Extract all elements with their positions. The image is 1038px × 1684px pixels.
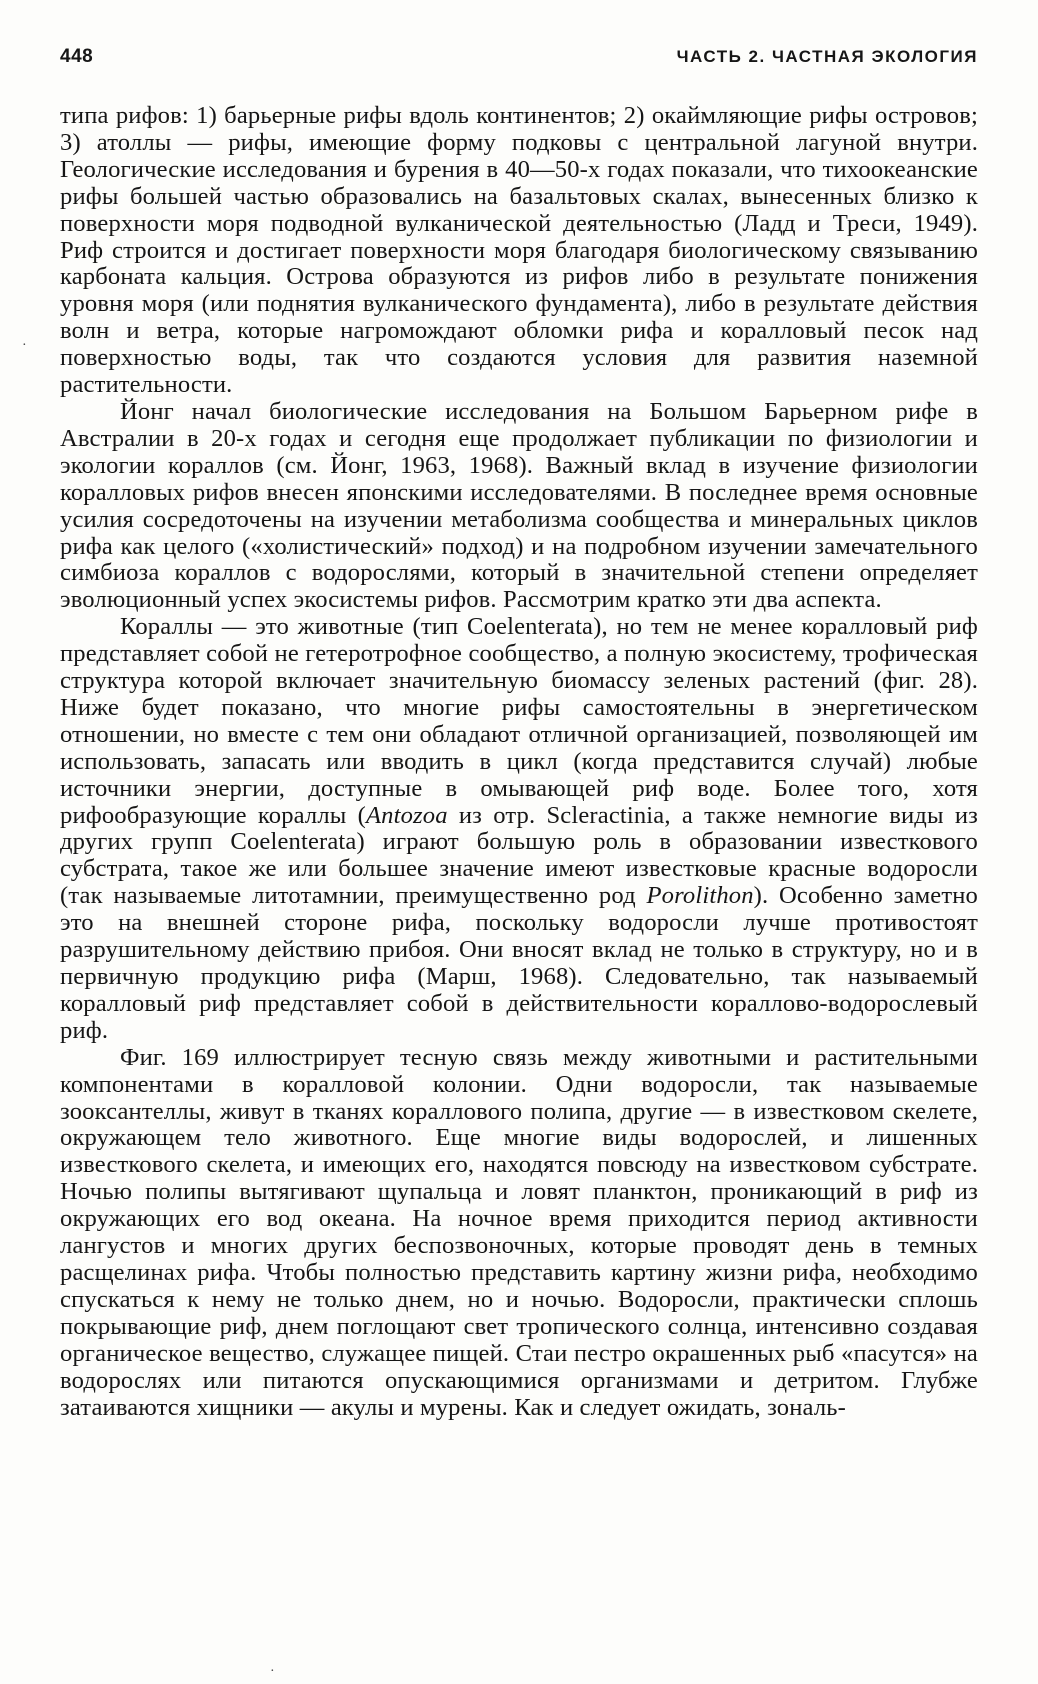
scan-speck: · [22,338,27,353]
paragraph-3-text-a: Кораллы — это животные (тип Coelenterata), но тем не менее коралловый риф представляет собой не гетеротрофное сообщество, а полную экосистему, трофическая структура которой включает значительную биомассу зеленых растений (фиг. 28). Ниже будет показано, что многие рифы самостоятельны в энергетическом отношении, но вместе с тем они обладают отличной организацией, позволяющей им использовать, запасать или вводить в цикл (когда представится случай) любые источники энергии, доступные в омывающей риф воде. Более того, хотя рифообразующие кораллы ( [60,613,978,829]
page-number: 448 [60,46,94,67]
running-head: ЧАСТЬ 2. ЧАСТНАЯ ЭКОЛОГИЯ [676,47,978,66]
paragraph-3-text-c: ). Особенно заметно это на внешней стороне рифа, поскольку водоросли лучше противостоят разрушительному действию прибоя. Они вносят вклад не только в структуру, но и в первичную продукцию рифа (Марш, 1968). Следовательно, так называемый коралловый риф представляет собой в действительности кораллово-водорослевый риф. [60,882,979,1044]
scan-speck: · [270,1664,275,1679]
paragraph-3 [60,614,978,1045]
paragraph-3-text-b: из отр. Scleractinia, а также немногие виды из других групп Coelenterata) играют большую роль в образовании известкового субстрата, такое же или большее значение имеют известковые красные водоросли (так называемые литотамнии, преимущественно род [60,801,978,910]
body-text [60,103,978,1421]
page-header [60,46,978,76]
taxon-porolithon: Porolithon [646,882,754,910]
paragraph-4: Фиг. 169 иллюстрирует тесную связь между животными и растительными компонентами в коралловой колонии. Одни водоросли, так называемые зооксантеллы, живут в тканях кораллового полипа, другие — в известковом скелете, окружающем тело животного. Еще многие виды водорослей, и лишенных известкового скелета, и имеющих его, находятся повсюду на известковом субстрате. Ночью полипы вытягивают щупальца и ловят планктон, проникающий в риф из окружающих его вод океана. На ночное время приходится период активности лангустов и многих других беспозвоночных, которые проводят день в темных расщелинах рифа. Чтобы полностью представить картину жизни рифа, необходимо спускаться к нему не только днем, но и ночью. Водоросли, практически сплошь покрывающие риф, днем поглощают свет тропического солнца, интенсивно создавая органическое вещество, служащее пищей. Стаи пестро окрашенных рыб «пасутся» на водорослях или питаются опускающимися организмами и детритом. Глубже затаиваются хищники — акулы и мурены. Как и следует ожидать, зональ- [60,1043,978,1421]
paragraph-2: Йонг начал биологические исследования на Большом Барьерном рифе в Австралии в 20-х годах и сегодня еще продолжает публикации по физиологии и экологии кораллов (см. Йонг, 1963, 1968). Важный вклад в изучение физиологии коралловых рифов внесен японскими исследователями. В последнее время основные усилия сосредоточены на изучении метаболизма сообщества и минеральных циклов рифа как целого («холистический» подход) и на подробном изучении замечательного симбиоза кораллов с водорослями, который в значительной степени определяет эволюционный успех экосистемы рифов. Рассмотрим кратко эти два аспекта. [60,397,978,614]
paragraph-1: типа рифов: 1) барьерные рифы вдоль континентов; 2) окаймляющие рифы островов; 3) атоллы — рифы, имеющие форму подковы с центральной лагуной внутри. Геологические исследования и бурения в 40—50-х годах показали, что тихоокеанские рифы большей частью образовались на базальтовых скалах, вынесенных близко к поверхности моря подводной вулканической деятельностью (Ладд и Треси, 1949). Риф строится и достигает поверхности моря благодаря биологическому связыванию карбоната кальция. Острова образуются из рифов либо в результате понижения уровня моря (или поднятия вулканического фундамента), либо в результате действия волн и ветра, которые нагромождают обломки рифа и коралловый песок над поверхностью воды, так что создаются условия для развития наземной растительности. [60,102,978,399]
taxon-antozoa: Antozoa [365,801,448,829]
